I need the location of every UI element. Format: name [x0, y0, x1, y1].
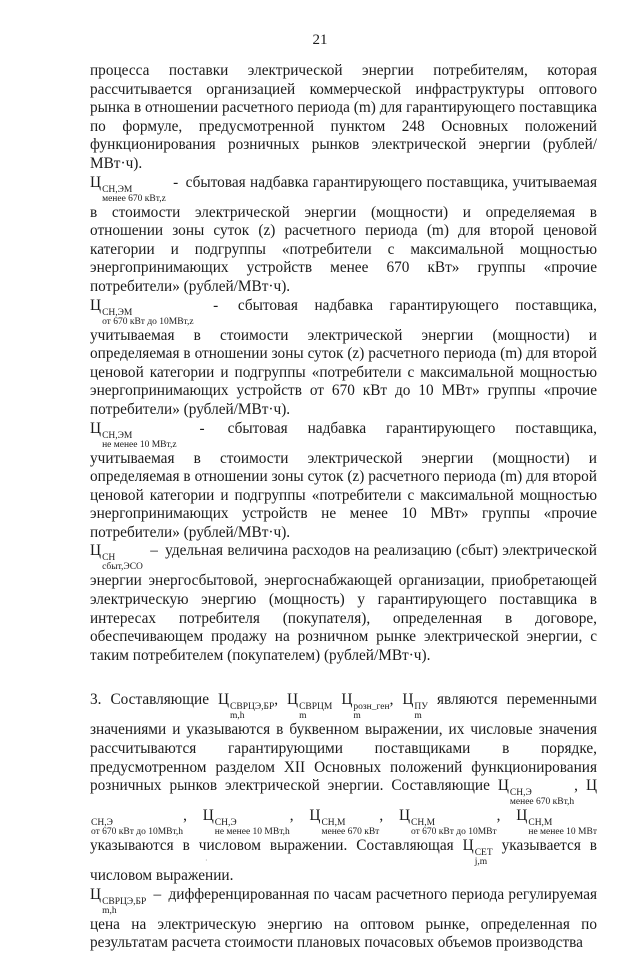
- symbol-subscript: m,h: [230, 711, 245, 722]
- symbol-subscript: m: [414, 711, 422, 722]
- symbol-superscript: розн_ген: [353, 702, 390, 713]
- symbol-superscript: СН,Э: [214, 818, 237, 829]
- price-symbol: Ц: [90, 419, 102, 437]
- price-symbol: Ц: [516, 807, 528, 825]
- symbol-superscript: СН,М: [321, 818, 346, 829]
- symbol-superscript: СН,ЭМ: [102, 184, 133, 195]
- symbol-superscript: СВРЦЭ,БР: [230, 702, 275, 713]
- price-symbol: Ц: [585, 777, 597, 795]
- paragraph-spacer: [90, 665, 597, 691]
- definition-dash: –: [150, 542, 158, 560]
- symbol-superscript: СН,М: [411, 818, 436, 829]
- symbol-superscript: СВРЦМ: [299, 702, 333, 713]
- price-symbol: Ц: [287, 691, 299, 709]
- definition-sales-costs: [90, 542, 597, 665]
- symbol-superscript: СВРЦЭ,БР: [102, 896, 147, 907]
- clause-3-text-part2: указываются в числовом выражении. Составляющая: [90, 837, 454, 855]
- price-symbol: Ц: [90, 173, 102, 191]
- symbol-subscript: m: [299, 711, 307, 722]
- definition-dash: –: [153, 885, 162, 903]
- price-symbol: Ц: [90, 296, 102, 314]
- symbol-superscript: СЕТ: [474, 848, 493, 859]
- definition-text: сбытовая надбавка гарантирующего поставщика, учитываемая в стоимости электрической энергии (мощности) и определяемая в отношении зоны суток (z) расчетного периода (m) для второй ценовой категории и подгруппы «потребители с максимальной мощностью энергопринимающих устройств менее 670 кВт» группы «прочие потребители» (рублей/МВт·ч).: [90, 173, 598, 295]
- symbol-subscript: m: [353, 711, 361, 722]
- price-symbol: Ц: [202, 807, 214, 825]
- clause-3-text-part3: указывается в числовом выражении.: [90, 837, 598, 885]
- clause-3-lead: 3. Составляющие: [90, 691, 209, 709]
- price-symbol: Ц: [398, 807, 411, 825]
- symbol-superscript: СН,Э: [91, 818, 113, 829]
- symbol-subscript: от 670 кВт до 10МВт,h: [91, 827, 184, 838]
- scan-speck: ·: [205, 856, 208, 865]
- symbol-subscript: m,h: [102, 905, 117, 916]
- definition-text: сбытовая надбавка гарантирующего поставщика, учитываемая в стоимости электрической энергии (мощности) и определяемая в отношении зоны суток (z) расчетного периода (m) для второй ценовой категории и подгруппы «потребители с максимальной мощностью энергопринимающих устройств от 670 кВт до 10 МВт» группы «прочие потребители» (рублей/МВт·ч).: [90, 296, 597, 418]
- symbol-subscript: менее 670 кВт,h: [509, 797, 575, 808]
- definition-markup-670kw-10mw: [90, 297, 597, 420]
- symbol-superscript: СН: [102, 553, 116, 564]
- symbol-superscript: СН,ЭМ: [102, 430, 133, 441]
- symbol-subscript: не менее 10 МВт,z: [102, 439, 177, 450]
- price-symbol: Ц: [497, 777, 509, 795]
- symbol-superscript: СН,М: [528, 818, 553, 829]
- symbol-subscript: не менее 10 МВт: [528, 827, 597, 838]
- definition-text: удельная величина расходов на реализацию (сбыт) электрической энергии энергосбытовой, энергоснабжающей организации, приобретающей электрическую энергию (мощность) у гарантирующего поставщика в интересах потребителя (покупателя), определенная в договоре, обеспечивающем продажу на розничном рынке электрической энергии, с таким потребителем (покупателем) (рублей/МВт·ч).: [90, 542, 597, 664]
- symbol-subscript: j,m: [474, 857, 488, 868]
- intro-paragraph: процесса поставки электрической энергии потребителям, которая рассчитывается организацией коммерческой инфраструктуры оптового рынка в отношении расчетного периода (m) для гарантирующего поставщика по формуле, предусмотренной пунктом 248 Основных положений функционирования розничных рынков электрической энергии (рублей/МВт·ч).: [90, 62, 597, 172]
- symbol-subscript: от 670 кВт до 10МВт: [411, 827, 497, 838]
- definition-markup-over-10mw: [90, 420, 597, 543]
- symbol-subscript: от 670 кВт до 10МВт,z: [102, 316, 194, 327]
- symbol-superscript: СН,Э: [509, 788, 532, 799]
- price-symbol: Ц: [462, 837, 474, 855]
- definition-dash: -: [173, 173, 179, 191]
- clause-3-paragraph: 3. Составляющие Ц СВРЦЭ,БР m,h , Ц СВРЦМ m Ц розн_ген m , Ц ПУ m являются переменными значениями и указываются в буквенном выражении, их числовые значения рассчитываются гарантирующими поставщиками в порядке, предусмотренном разделом XII Основных положений функционирования розничных рынков электрической энергии. Составляющие Ц СН,Э менее 670 кВт,h , Ц СН,Э от 670 кВт до 10МВт,h , Ц СН,Э не менее 10 МВт,h , Ц СН,М менее 670 кВт , Ц СН,М от 670 кВт до 10МВт , Ц СН,М не менее 10 МВт указываются в числовом выражении. Составляющая Ц СЕТ j,m указывается в числовом выражении.: [90, 691, 598, 885]
- symbol-subscript: сбыт,ЭСО: [102, 562, 143, 573]
- price-symbol: Ц: [402, 691, 414, 709]
- symbol-subscript: менее 670 кВт,z: [102, 193, 166, 204]
- price-symbol: Ц: [90, 885, 102, 903]
- definition-dash: -: [199, 419, 205, 437]
- page-number: 21: [312, 32, 328, 48]
- definition-dash: -: [213, 296, 219, 314]
- clause-3-text-part1: являются переменными значениями и указываются в буквенном выражении, их числовые значения рассчитываются гарантирующими поставщиками в порядке, предусмотренном разделом XII Основных положений функционирования розничных рынков электрической энергии. Составляющие: [90, 691, 597, 795]
- symbol-subscript: менее 670 кВт: [321, 827, 380, 838]
- document-body: [90, 62, 597, 953]
- definition-text: сбытовая надбавка гарантирующего поставщика, учитываемая в стоимости электрической энергии (мощности) и определяемая в отношении зоны суток (z) расчетного периода (m) для второй ценовой категории и подгруппы «потребители с максимальной мощностью энергопринимающих устройств не менее 10 МВт» группы «прочие потребители» (рублей/МВт·ч).: [90, 419, 597, 541]
- symbol-superscript: СН,ЭМ: [102, 307, 133, 318]
- price-symbol: Ц: [217, 691, 230, 709]
- symbol-subscript: не менее 10 МВт,h: [214, 827, 290, 838]
- symbol-superscript: ПУ: [414, 702, 429, 713]
- price-symbol: Ц: [341, 691, 353, 709]
- definition-text: дифференцированная по часам расчетного периода регулируемая цена на электрическую энергию на оптовом рынке, определенная по результатам расчета стоимости плановых почасовых объемов производства: [90, 885, 598, 952]
- price-symbol: Ц: [309, 807, 321, 825]
- definition-markup-under-670kw: [90, 174, 597, 297]
- price-symbol: Ц: [90, 542, 102, 560]
- definition-wholesale-price: [90, 886, 597, 953]
